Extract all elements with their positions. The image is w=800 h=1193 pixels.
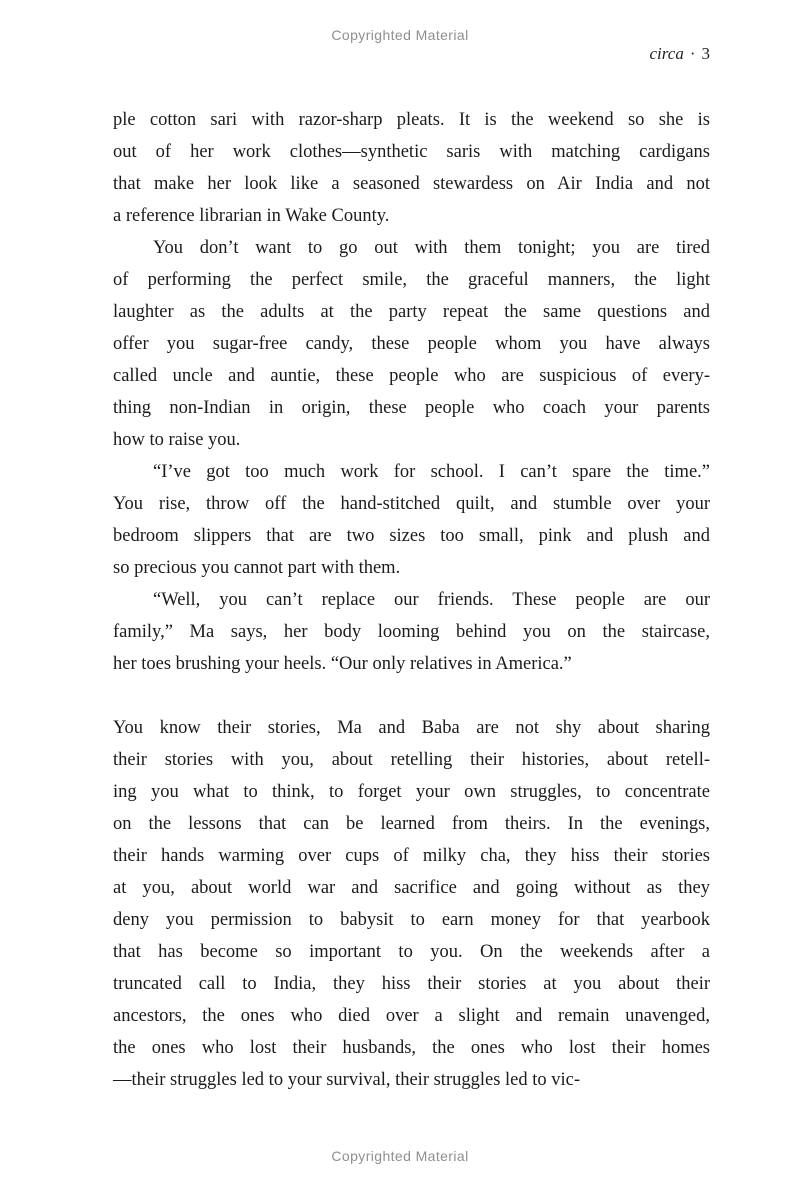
text-line: bedroom slippers that are two sizes too small, pink and plush and [113, 526, 710, 546]
text-line: offer you sugar-free candy, these people whom you have always [113, 334, 710, 354]
text-line: You don’t want to go out with them tonight; you are tired [153, 238, 710, 258]
running-header [650, 44, 710, 64]
text-line: on the lessons that can be learned from theirs. In the evenings, [113, 814, 710, 834]
text-line: family,” Ma says, her body looming behind you on the staircase, [113, 622, 710, 642]
paragraph [113, 456, 710, 584]
paragraph [113, 712, 710, 1096]
running-header-separator: · [689, 44, 696, 63]
text-line: laughter as the adults at the party repeat the same questions and [113, 302, 710, 322]
text-line: —their struggles led to your survival, their struggles led to vic- [113, 1070, 581, 1090]
body-text [113, 104, 710, 1096]
running-header-title: circa [649, 44, 684, 63]
text-line: a reference librarian in Wake County. [113, 206, 390, 226]
text-line: ing you what to think, to forget your own struggles, to concentrate [113, 782, 710, 802]
text-line: her toes brushing your heels. “Our only relatives in America.” [113, 654, 572, 674]
copyright-notice-bottom: Copyrighted Material [331, 1148, 469, 1164]
paragraph [113, 104, 710, 232]
text-line: that has become so important to you. On the weekends after a [113, 942, 710, 962]
text-line: You rise, throw off the hand-stitched quilt, and stumble over your [113, 494, 710, 514]
text-line: “I’ve got too much work for school. I can’t spare the time.” [153, 462, 710, 482]
text-line: of performing the perfect smile, the graceful manners, the light [113, 270, 710, 290]
text-line: deny you permission to babysit to earn money for that yearbook [113, 910, 710, 930]
text-line: so precious you cannot part with them. [113, 558, 401, 578]
text-line: the ones who lost their husbands, the ones who lost their homes [113, 1038, 710, 1058]
text-line: their hands warming over cups of milky cha, they hiss their stories [113, 846, 710, 866]
text-line: ple cotton sari with razor-sharp pleats. It is the weekend so she is [113, 110, 710, 130]
text-line: called uncle and auntie, these people who are suspicious of every- [113, 366, 710, 386]
text-line: out of her work clothes—synthetic saris with matching cardigans [113, 142, 710, 162]
text-line: their stories with you, about retelling their histories, about retell- [113, 750, 710, 770]
copyright-notice-top: Copyrighted Material [331, 27, 469, 43]
text-line: that make her look like a seasoned stewardess on Air India and not [113, 174, 710, 194]
text-line: thing non-Indian in origin, these people who coach your parents [113, 398, 710, 418]
text-line: truncated call to India, they hiss their stories at you about their [113, 974, 710, 994]
text-line: “Well, you can’t replace our friends. These people are our [153, 590, 710, 610]
page-number: 3 [701, 44, 710, 63]
paragraph [113, 584, 710, 680]
text-line: at you, about world war and sacrifice and going without as they [113, 878, 710, 898]
text-line: how to raise you. [113, 430, 241, 450]
paragraph [113, 232, 710, 456]
text-line: You know their stories, Ma and Baba are not shy about sharing [113, 718, 710, 738]
text-line: ancestors, the ones who died over a slight and remain unavenged, [113, 1006, 710, 1026]
